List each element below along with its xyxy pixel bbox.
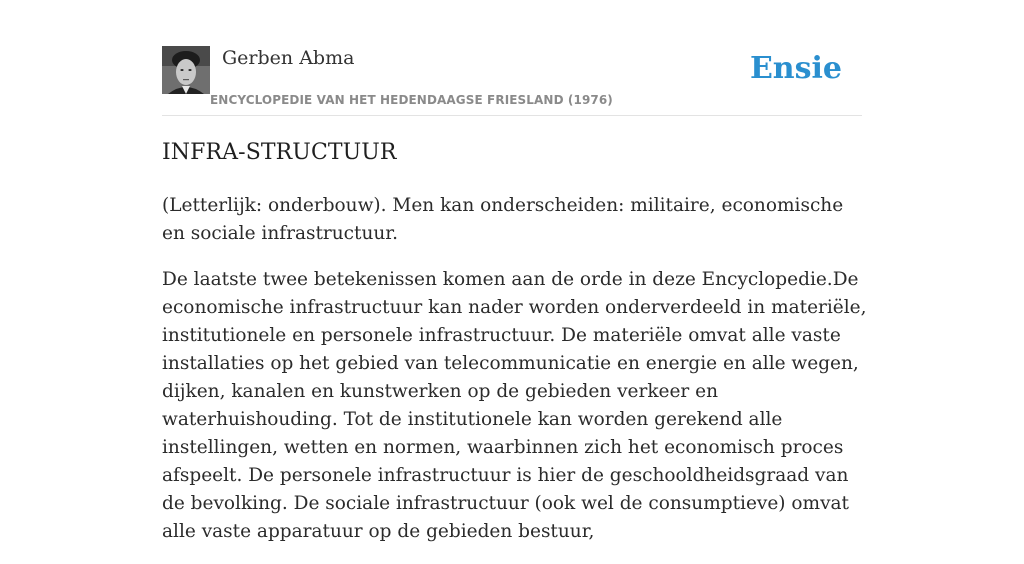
source-label[interactable]: ENCYCLOPEDIE VAN HET HEDENDAAGSE FRIESLAND (1976) <box>210 93 613 107</box>
author-avatar[interactable] <box>162 46 210 94</box>
article-header <box>162 46 862 116</box>
ensie-logo[interactable]: Ensie <box>749 51 842 86</box>
author-name[interactable]: Gerben Abma <box>222 47 355 69</box>
article-paragraph: De laatste twee betekenissen komen aan de orde in deze Encyclopedie.De economische infrastructuur kan nader worden onderverdeeld in materiële, institutionele en personele infrastructuur. De materiële omvat alle vaste installaties op het gebied van telecommunicatie en energie en alle wegen, dijken, kanalen en kunstwerken op de gebieden verkeer en waterhuishouding. Tot de institutionele kan worden gerekend alle instellingen, wetten en normen, waarbinnen zich het economisch proces afspeelt. De personele infrastructuur is hier de geschooldheidsgraad van de bevolking. De sociale infrastructuur (ook wel de consumptieve) omvat alle vaste apparatuur op de gebieden bestuur, <box>162 269 867 542</box>
author-portrait-icon <box>162 46 210 94</box>
page-title: INFRA-STRUCTUUR <box>162 140 397 165</box>
article-body <box>162 192 868 564</box>
article-paragraph: (Letterlijk: onderbouw). Men kan onderscheiden: militaire, economische en sociale infrastructuur. <box>162 195 844 244</box>
